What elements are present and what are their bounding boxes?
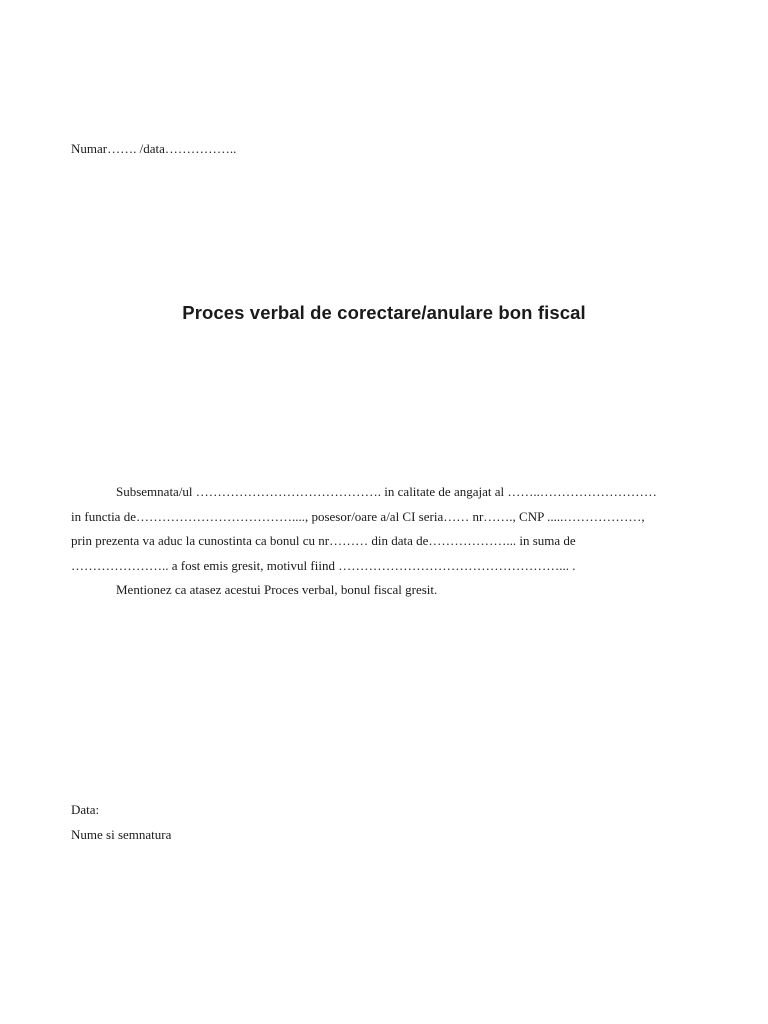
- body-line-4: ………………….. a fost emis gresit, motivul fiind ……………………………………………... .: [71, 557, 576, 573]
- body-line-5: Mentionez ca atasez acestui Proces verbal, bonul fiscal gresit.: [116, 582, 438, 597]
- signature-block: [71, 798, 171, 847]
- body-line-2: in functia de………………………………...., posesor/oare a/al CI seria…… nr……., CNP .....………………,: [71, 508, 645, 524]
- number-date-line: Numar……. /data……………..: [71, 141, 237, 156]
- body-line-3: prin prezenta va aduc la cunostinta ca bonul cu nr……… din data de………………... in suma de: [71, 533, 576, 548]
- name-signature-label: Nume si semnatura: [71, 826, 172, 842]
- date-label: Data:: [71, 802, 100, 817]
- document-title: Proces verbal de corectare/anulare bon fiscal: [182, 302, 586, 323]
- body-line-1: Subsemnata/ul ……………………………………. in calitate de angajat al ……..………………………: [116, 484, 657, 499]
- document-body: [71, 480, 711, 603]
